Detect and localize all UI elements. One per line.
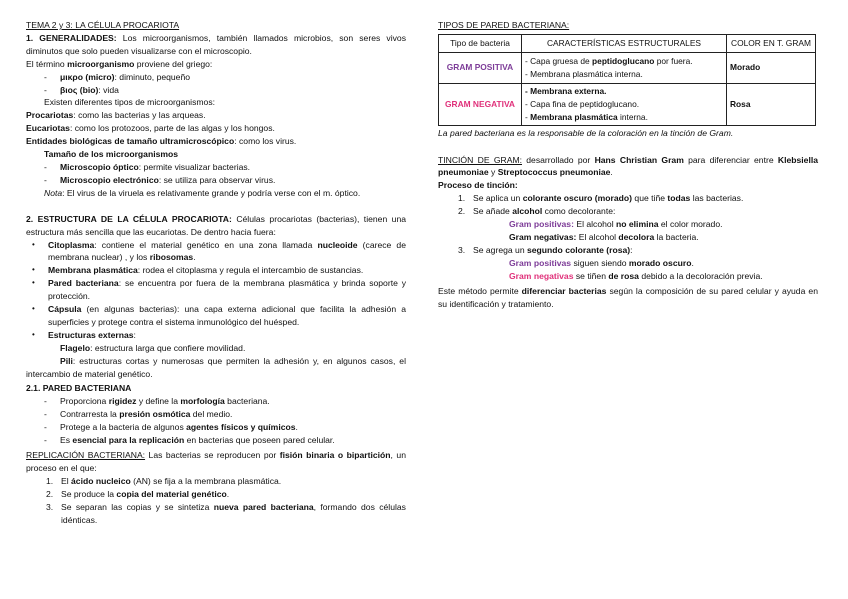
table-header: CARACTERÍSTICAS ESTRUCTURALES bbox=[522, 34, 727, 52]
eucariotas-line: Eucariotas: como los protozoos, parte de las algas y los hongos. bbox=[26, 123, 275, 134]
flagelo-line: Flagelo: estructura larga que confiere movilidad. bbox=[60, 342, 246, 353]
gram-positive-cell: GRAM POSITIVA bbox=[439, 52, 522, 83]
generalidades-paragraph: 1. GENERALIDADES: Los microorganismos, también llamados microbios, son seres vivos diminutos que solo pueden visualizarse con el microscopio. bbox=[26, 32, 406, 56]
structure-item-externas: • Estructuras externas: bbox=[26, 329, 406, 342]
microscope-item: - Microscopio óptico: permite visualizar bacterias. bbox=[26, 161, 406, 174]
final-paragraph: Este método permite diferenciar bacterias según la composición de su pared celular y ayuda en su identificación y tratamiento. bbox=[438, 285, 818, 309]
proceso-heading: Proceso de tinción: bbox=[438, 180, 518, 191]
estructura-paragraph: 2. ESTRUCTURA DE LA CÉLULA PROCARIOTA: Células procariotas (bacterias), tienen una estructura más sencilla que las eucariotas. De dentro hacia fuera: bbox=[26, 213, 406, 237]
replicacion-step: 2. Se produce la copia del material genético. bbox=[46, 488, 230, 499]
size-heading: Tamaño de los microorganismos bbox=[44, 149, 179, 160]
structure-item-pared: • Pared bacteriana: se encuentra por fuera de la membrana plasmática y brinda soporte y protección. bbox=[26, 277, 406, 303]
structure-item-membrana: • Membrana plasmática: rodea el citoplasma y regula el intercambio de sustancias. bbox=[26, 264, 406, 277]
note-line: Nota: El virus de la viruela es relativamente grande y podría verse con el m. óptico. bbox=[44, 187, 361, 198]
gram-negative-cell: GRAM NEGATIVA bbox=[439, 83, 522, 125]
microscope-item: - Microscopio electrónico: se utiliza para observar virus. bbox=[26, 174, 406, 187]
replicacion-step: 1. El ácido nucleico (AN) se fija a la membrana plasmática. bbox=[46, 475, 282, 486]
tincion-step: 2. Se añade alcohol como decolorante: bbox=[458, 206, 616, 217]
greek-item: - βιος (bio): vida bbox=[26, 84, 406, 97]
table-title: TIPOS DE PARED BACTERIANA: bbox=[438, 20, 570, 30]
term-line: El término microorganismo proviene del griego: bbox=[26, 58, 213, 69]
right-column bbox=[438, 19, 818, 310]
structure-item-citoplasma: • Citoplasma: contiene el material genético en una zona llamada nucleoide (carece de membrana nuclear) , y los ribosomas. bbox=[26, 239, 406, 265]
left-column bbox=[26, 19, 406, 526]
pared-heading: 2.1. PARED BACTERIANA bbox=[26, 383, 132, 394]
entidades-line: Entidades biológicas de tamaño ultramicroscópico: como los virus. bbox=[26, 136, 297, 147]
table-header: COLOR EN T. GRAM bbox=[727, 34, 816, 52]
table-header-row bbox=[439, 34, 816, 52]
pili-line: Pili: estructuras cortas y numerosas que permiten la adhesión y, en algunos casos, el intercambio de material genético. bbox=[26, 355, 406, 379]
wall-types-table bbox=[438, 34, 816, 126]
pared-item: - Proporciona rigidez y define la morfología bacteriana. bbox=[26, 395, 406, 408]
structure-item-capsula: • Cápsula (en algunas bacterias): una capa externa adicional que facilita la adhesión a superficies y protege contra el sistema inmunológico del huésped. bbox=[26, 303, 406, 329]
tincion-paragraph: TINCIÓN DE GRAM: desarrollado por Hans Christian Gram para diferenciar entre Klebsiella pneumoniae y Streptococcus pneumoniae. bbox=[438, 154, 818, 178]
structure-cell: - Membrana externa. - Capa fina de peptidoglucano. - Membrana plasmática interna. bbox=[522, 83, 727, 125]
step2-positive: Gram positivas: El alcohol no elimina el color morado. bbox=[509, 219, 723, 230]
step3-positive: Gram positivas siguen siendo morado oscuro. bbox=[509, 257, 694, 268]
step3-negative: Gram negativas se tiñen de rosa debido a la decoloración previa. bbox=[509, 270, 763, 281]
step2-negative: Gram negativas: El alcohol decolora la bacteria. bbox=[509, 231, 699, 242]
pared-item: - Contrarresta la presión osmótica del medio. bbox=[26, 408, 406, 421]
replicacion-step: 3. Se separan las copias y se sintetiza nueva pared bacteriana, formando dos células idénticas. bbox=[46, 501, 406, 525]
color-cell: Morado bbox=[727, 52, 816, 83]
table-row bbox=[439, 52, 816, 83]
procariotas-line: Procariotas: como las bacterias y las arqueas. bbox=[26, 110, 206, 121]
color-cell: Rosa bbox=[727, 83, 816, 125]
tincion-step: 3. Se agrega un segundo colorante (rosa): bbox=[458, 244, 633, 255]
topic-title: TEMA 2 y 3: LA CÉLULA PROCARIOTA bbox=[26, 20, 180, 30]
pared-item: - Es esencial para la replicación en bacterias que poseen pared celular. bbox=[26, 434, 406, 447]
table-row bbox=[439, 83, 816, 125]
structure-cell: - Capa gruesa de peptidoglucano por fuera. - Membrana plasmática interna. bbox=[522, 52, 727, 83]
table-caption: La pared bacteriana es la responsable de la coloración en la tinción de Gram. bbox=[438, 127, 734, 138]
pared-item: - Protege a la bacteria de algunos agentes físicos y químicos. bbox=[26, 421, 406, 434]
table-header: Tipo de bacteria bbox=[439, 34, 522, 52]
replicacion-paragraph: REPLICACIÓN BACTERIANA: Las bacterias se reproducen por fisión binaria o bipartición, un proceso en el que: bbox=[26, 450, 406, 473]
tincion-step: 1. Se aplica un colorante oscuro (morado) que tiñe todas las bacterias. bbox=[458, 193, 744, 204]
types-line: Existen diferentes tipos de microorganismos: bbox=[44, 97, 215, 108]
greek-item: - μικρο (micro): diminuto, pequeño bbox=[26, 71, 406, 84]
